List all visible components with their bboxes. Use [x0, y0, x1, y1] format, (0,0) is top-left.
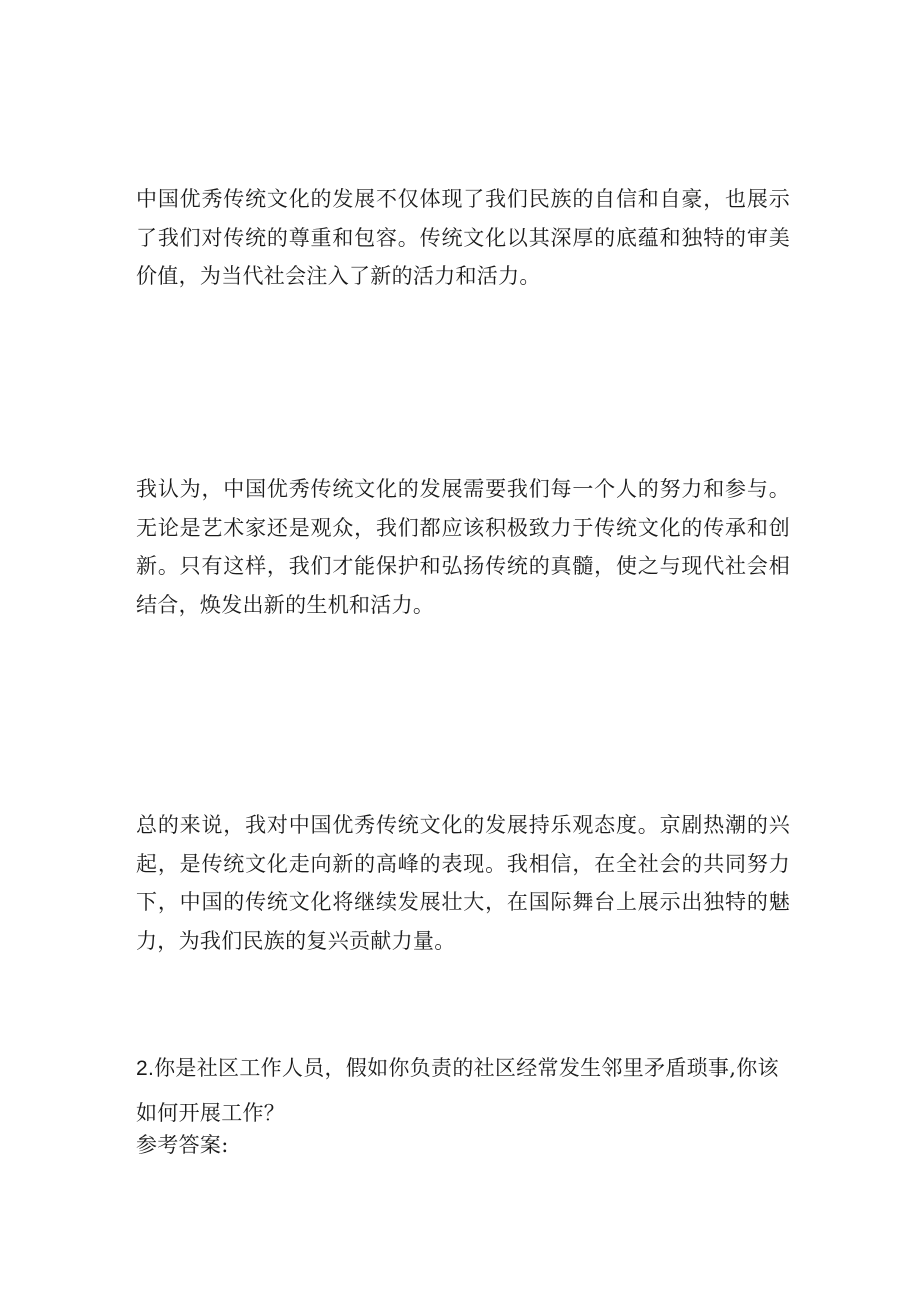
question-2 — [136, 1046, 790, 1135]
question-text: 你是社区工作人员，假如你负责的社区经常发生邻里矛盾琐事,你该如何开展工作？ — [136, 1056, 779, 1125]
paragraph-3: 总的来说，我对中国优秀传统文化的发展持乐观态度。京剧热潮的兴起，是传统文化走向新的高峰的表现。我相信，在全社会的共同努力下，中国的传统文化将继续发展壮大，在国际舞台上展示出独特的魅力，为我们民族的复兴贡献力量。 — [136, 813, 790, 953]
question-number: 2. — [136, 1057, 155, 1080]
answer-label: 参考答案: — [136, 1133, 229, 1157]
paragraph-2: 我认为，中国优秀传统文化的发展需要我们每一个人的努力和参与。无论是艺术家还是观众，我们都应该积极致力于传统文化的传承和创新。只有这样，我们才能保护和弘扬传统的真髓，使之与现代社会相结合，焕发出新的生机和活力。 — [136, 477, 790, 617]
paragraph-1: 中国优秀传统文化的发展不仅体现了我们民族的自信和自豪，也展示了我们对传统的尊重和包容。传统文化以其深厚的底蕴和独特的审美价值，为当代社会注入了新的活力和活力。 — [136, 187, 790, 288]
